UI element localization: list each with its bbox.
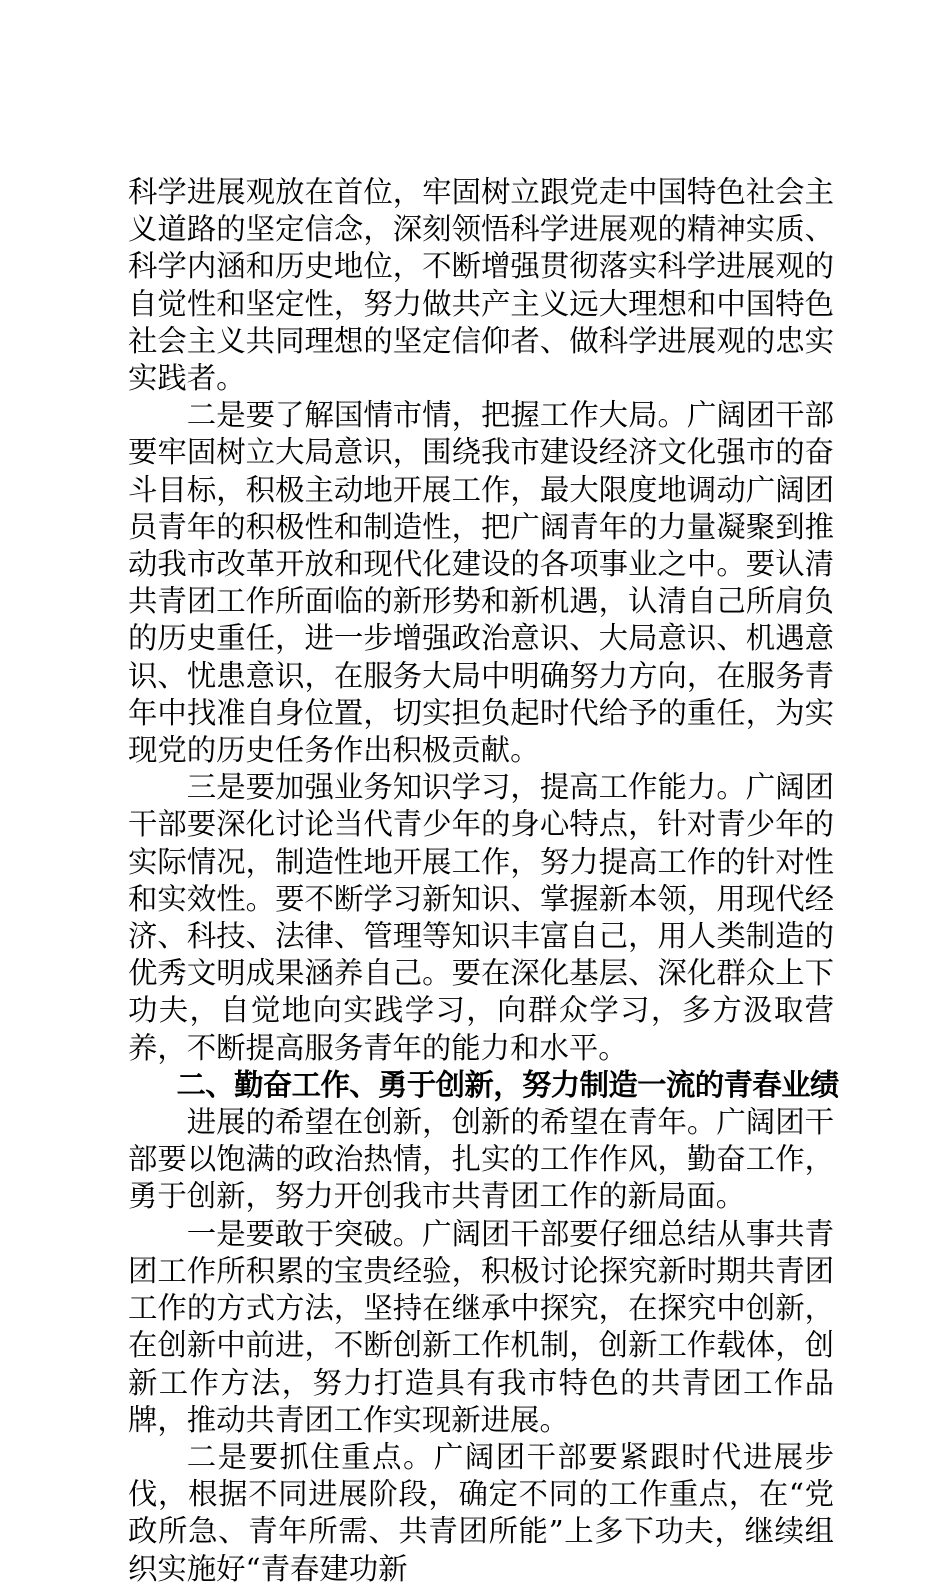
paragraph-understand-situation: 二是要了解国情市情，把握工作大局。广阔团干部要牢固树立大局意识，围绕我市建设经济文化强市的奋斗目标，积极主动地开展工作，最大限度地调动广阔团员青年的积极性和制造性，把广阔青年的力量凝聚到推动我市改革开放和现代化建设的各项事业之中。要认清共青团工作所面临的新形势和新机遇，认清自己所肩负的历史重任，进一步增强政治意识、大局意识、机遇意识、忧患意识，在服务大局中明确努力方向，在服务青年中找准自身位置，切实担负起时代给予的重任，为实现党的历史任务作出积极贡献。 bbox=[128, 398, 834, 768]
paragraph-continuation: 科学进展观放在首位，牢固树立跟党走中国特色社会主义道路的坚定信念，深刻领悟科学进展观的精神实质、科学内涵和历史地位，不断增强贯彻落实科学进展观的自觉性和坚定性，努力做共产主义远大理想和中国特色社会主义共同理想的坚定信仰者、做科学进展观的忠实实践者。 bbox=[128, 175, 834, 396]
paragraph-grasp-key-points: 二是要抓住重点。广阔团干部要紧跟时代进展步伐，根据不同进展阶段，确定不同的工作重点，在“党政所急、青年所需、共青团所能”上多下功夫，继续组织实施好“青春建功新 bbox=[128, 1439, 834, 1586]
paragraph-innovation-intro: 进展的希望在创新，创新的希望在青年。广阔团干部要以饱满的政治热情，扎实的工作作风，勤奋工作，勇于创新，努力开创我市共青团工作的新局面。 bbox=[128, 1105, 834, 1214]
document-body bbox=[128, 174, 839, 1588]
paragraph-dare-to-break-through: 一是要敢于突破。广阔团干部要仔细总结从事共青团工作所积累的宝贵经验，积极讨论探究新时期共青团工作的方式方法，坚持在继承中探究，在探究中创新，在创新中前进，不断创新工作机制，创新工作载体，创新工作方法，努力打造具有我市特色的共青团工作品牌，推动共青团工作实现新进展。 bbox=[128, 1216, 834, 1437]
paragraph-strengthen-learning: 三是要加强业务知识学习，提高工作能力。广阔团干部要深化讨论当代青少年的身心特点，针对青少年的实际情况，制造性地开展工作，努力提高工作的针对性和实效性。要不断学习新知识、掌握新本领，用现代经济、科技、法律、管理等知识丰富自己，用人类制造的优秀文明成果涵养自己。要在深化基层、深化群众上下功夫，自觉地向实践学习，向群众学习，多方汲取营养，不断提高服务青年的能力和水平。 bbox=[128, 770, 834, 1065]
section-heading: 二、勤奋工作、勇于创新，努力制造一流的青春业绩 bbox=[176, 1067, 839, 1102]
